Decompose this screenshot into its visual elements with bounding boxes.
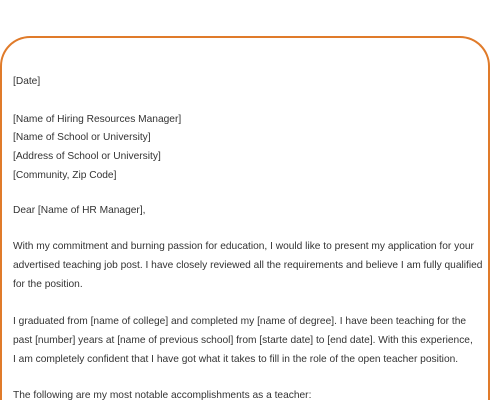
recipient-address: [Address of School or University] (13, 151, 161, 163)
recipient-name: [Name of Hiring Resources Manager] (13, 113, 182, 125)
letter-date: [Date] (13, 76, 41, 87)
letter-body (13, 73, 487, 400)
recipient-city-zip: [Community, Zip Code] (13, 169, 117, 181)
paragraph-experience (13, 313, 487, 369)
paragraph-experience-line: I am completely confident that I have got what it takes to fill in the role of the open teacher position. (13, 353, 459, 365)
paragraph-experience-line: I graduated from [name of college] and completed my [name of degree]. I have been teaching for the (13, 316, 467, 328)
salutation: Dear [Name of HR Manager], (13, 204, 146, 216)
recipient-school: [Name of School or University] (13, 132, 151, 144)
paragraph-intro-line: for the position. (13, 278, 83, 290)
paragraph-intro-line: With my commitment and burning passion for education, I would like to present my application for your (13, 241, 474, 253)
paragraph-experience-line: past [number] years at [name of previous school] from [starte date] to [end date]. With this experience, (13, 335, 473, 347)
paragraph-intro-line: advertised teaching job post. I have closely reviewed all the requirements and believe I am fully qualified (13, 259, 483, 271)
paragraph-accomplishments: The following are my most notable accomplishments as a teacher: (13, 390, 312, 400)
paragraph-intro (13, 238, 487, 294)
recipient-block (13, 111, 487, 186)
